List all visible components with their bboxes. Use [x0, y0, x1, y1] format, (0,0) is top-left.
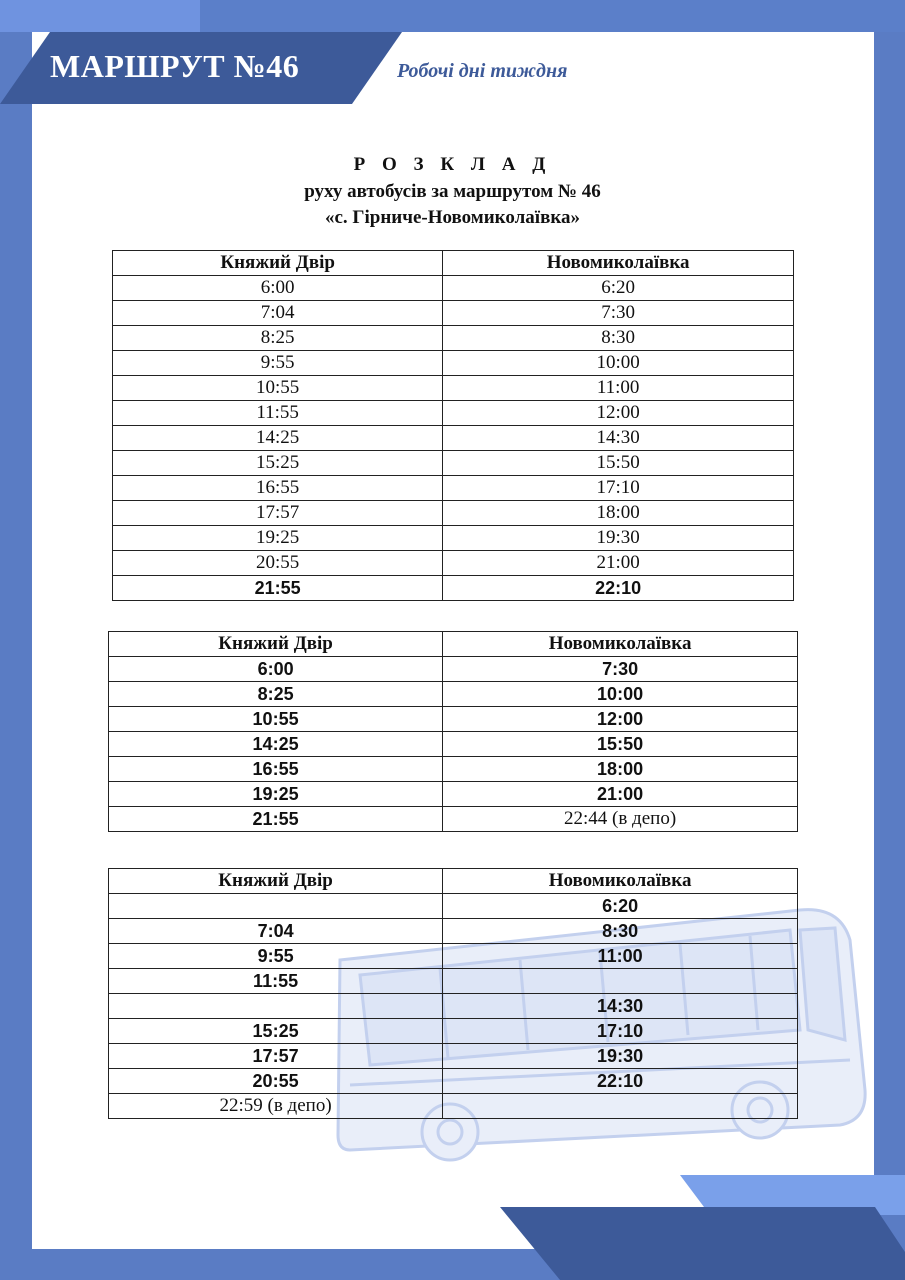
departure-knyazhyi-dvir: 20:55: [109, 1069, 443, 1094]
departure-knyazhyi-dvir: 19:25: [113, 526, 443, 551]
departure-novomykolaivka: [443, 1094, 798, 1119]
departure-knyazhyi-dvir: 10:55: [109, 707, 443, 732]
route-name: «с. Гірниче-Новомиколаївка»: [324, 207, 580, 228]
table-header-row: [109, 869, 798, 894]
corner-accent: [500, 1207, 905, 1280]
table-row: [113, 451, 794, 476]
departure-novomykolaivka: 14:30: [443, 426, 794, 451]
departure-knyazhyi-dvir: 15:25: [109, 1019, 443, 1044]
departure-novomykolaivka: 22:10: [443, 576, 794, 601]
table-row: [109, 944, 798, 969]
departure-novomykolaivka: 11:00: [443, 376, 794, 401]
table-row: [113, 476, 794, 501]
column-header-novomykolaivka: Новомиколаївка: [443, 632, 798, 657]
departure-novomykolaivka: 11:00: [443, 944, 798, 969]
table-row: [109, 707, 798, 732]
departure-novomykolaivka: 19:30: [443, 1044, 798, 1069]
table-row: [113, 526, 794, 551]
route-title: МАРШРУТ №46: [50, 48, 300, 84]
departure-knyazhyi-dvir: 14:25: [109, 732, 443, 757]
departure-knyazhyi-dvir: 9:55: [113, 351, 443, 376]
table-row: [113, 301, 794, 326]
table-row: [113, 401, 794, 426]
departure-knyazhyi-dvir: 7:04: [113, 301, 443, 326]
departure-knyazhyi-dvir: 17:57: [113, 501, 443, 526]
column-header-knyazhyi-dvir: Княжий Двір: [109, 632, 443, 657]
table-row: [109, 994, 798, 1019]
departure-novomykolaivka: 7:30: [443, 657, 798, 682]
schedule-description: руху автобусів за маршрутом № 46: [304, 181, 601, 202]
departure-knyazhyi-dvir: 19:25: [109, 782, 443, 807]
departure-knyazhyi-dvir: 16:55: [109, 757, 443, 782]
departure-novomykolaivka: 6:20: [443, 276, 794, 301]
departure-novomykolaivka: 10:00: [443, 682, 798, 707]
table-row: [109, 757, 798, 782]
departure-novomykolaivka: 6:20: [443, 894, 798, 919]
departure-novomykolaivka: 15:50: [443, 732, 798, 757]
departure-knyazhyi-dvir: 8:25: [109, 682, 443, 707]
table-row: [109, 1044, 798, 1069]
table-row: [113, 551, 794, 576]
departure-novomykolaivka: 22:44 (в депо): [443, 807, 798, 832]
departure-novomykolaivka: 22:10: [443, 1069, 798, 1094]
departure-knyazhyi-dvir: 21:55: [109, 807, 443, 832]
departure-novomykolaivka: 8:30: [443, 919, 798, 944]
table-row: [109, 919, 798, 944]
departure-knyazhyi-dvir: 10:55: [113, 376, 443, 401]
departure-novomykolaivka: 19:30: [443, 526, 794, 551]
departure-knyazhyi-dvir: 20:55: [113, 551, 443, 576]
schedule-heading: Р О З К Л А Д: [353, 154, 552, 175]
schedule-table-2: [108, 631, 798, 832]
column-header-novomykolaivka: Новомиколаївка: [443, 869, 798, 894]
column-header-novomykolaivka: Новомиколаївка: [443, 251, 794, 276]
table-row: [109, 894, 798, 919]
departure-novomykolaivka: 14:30: [443, 994, 798, 1019]
departure-novomykolaivka: 17:10: [443, 476, 794, 501]
table-row: [109, 1094, 798, 1119]
table-row: [113, 351, 794, 376]
table-row: [113, 501, 794, 526]
departure-novomykolaivka: 10:00: [443, 351, 794, 376]
table-row: [109, 1069, 798, 1094]
table-row: [113, 326, 794, 351]
top-accent-light: [0, 0, 230, 32]
table-row: [109, 682, 798, 707]
departure-knyazhyi-dvir: 9:55: [109, 944, 443, 969]
table-header-row: [113, 251, 794, 276]
departure-novomykolaivka: [443, 969, 798, 994]
schedule-table-3: [108, 868, 798, 1119]
table-row: [113, 276, 794, 301]
departure-knyazhyi-dvir: 11:55: [113, 401, 443, 426]
table-row: [109, 1019, 798, 1044]
departure-novomykolaivka: 7:30: [443, 301, 794, 326]
departure-knyazhyi-dvir: 16:55: [113, 476, 443, 501]
departure-knyazhyi-dvir: 22:59 (в депо): [109, 1094, 443, 1119]
departure-novomykolaivka: 12:00: [443, 707, 798, 732]
departure-knyazhyi-dvir: 21:55: [113, 576, 443, 601]
departure-novomykolaivka: 15:50: [443, 451, 794, 476]
departure-novomykolaivka: 17:10: [443, 1019, 798, 1044]
departure-novomykolaivka: 21:00: [443, 551, 794, 576]
table-row: [109, 807, 798, 832]
departure-novomykolaivka: 12:00: [443, 401, 794, 426]
departure-knyazhyi-dvir: 14:25: [113, 426, 443, 451]
departure-novomykolaivka: 21:00: [443, 782, 798, 807]
departure-knyazhyi-dvir: 11:55: [109, 969, 443, 994]
departure-knyazhyi-dvir: [109, 894, 443, 919]
table-row: [109, 657, 798, 682]
table-row: [113, 376, 794, 401]
departure-knyazhyi-dvir: [109, 994, 443, 1019]
column-header-knyazhyi-dvir: Княжий Двір: [109, 869, 443, 894]
departure-novomykolaivka: 18:00: [443, 501, 794, 526]
departure-novomykolaivka: 8:30: [443, 326, 794, 351]
table-header-row: [109, 632, 798, 657]
departure-knyazhyi-dvir: 7:04: [109, 919, 443, 944]
departure-knyazhyi-dvir: 15:25: [113, 451, 443, 476]
table-row: [109, 732, 798, 757]
departure-knyazhyi-dvir: 6:00: [109, 657, 443, 682]
column-header-knyazhyi-dvir: Княжий Двір: [113, 251, 443, 276]
departure-knyazhyi-dvir: 17:57: [109, 1044, 443, 1069]
table-row: [109, 782, 798, 807]
departure-knyazhyi-dvir: 6:00: [113, 276, 443, 301]
schedule-day-type: Робочі дні тиждня: [397, 60, 568, 82]
table-row: [109, 969, 798, 994]
departure-novomykolaivka: 18:00: [443, 757, 798, 782]
table-row: [113, 426, 794, 451]
table-row: [113, 576, 794, 601]
schedule-table-1: [112, 250, 794, 601]
top-accent: [200, 0, 905, 32]
departure-knyazhyi-dvir: 8:25: [113, 326, 443, 351]
